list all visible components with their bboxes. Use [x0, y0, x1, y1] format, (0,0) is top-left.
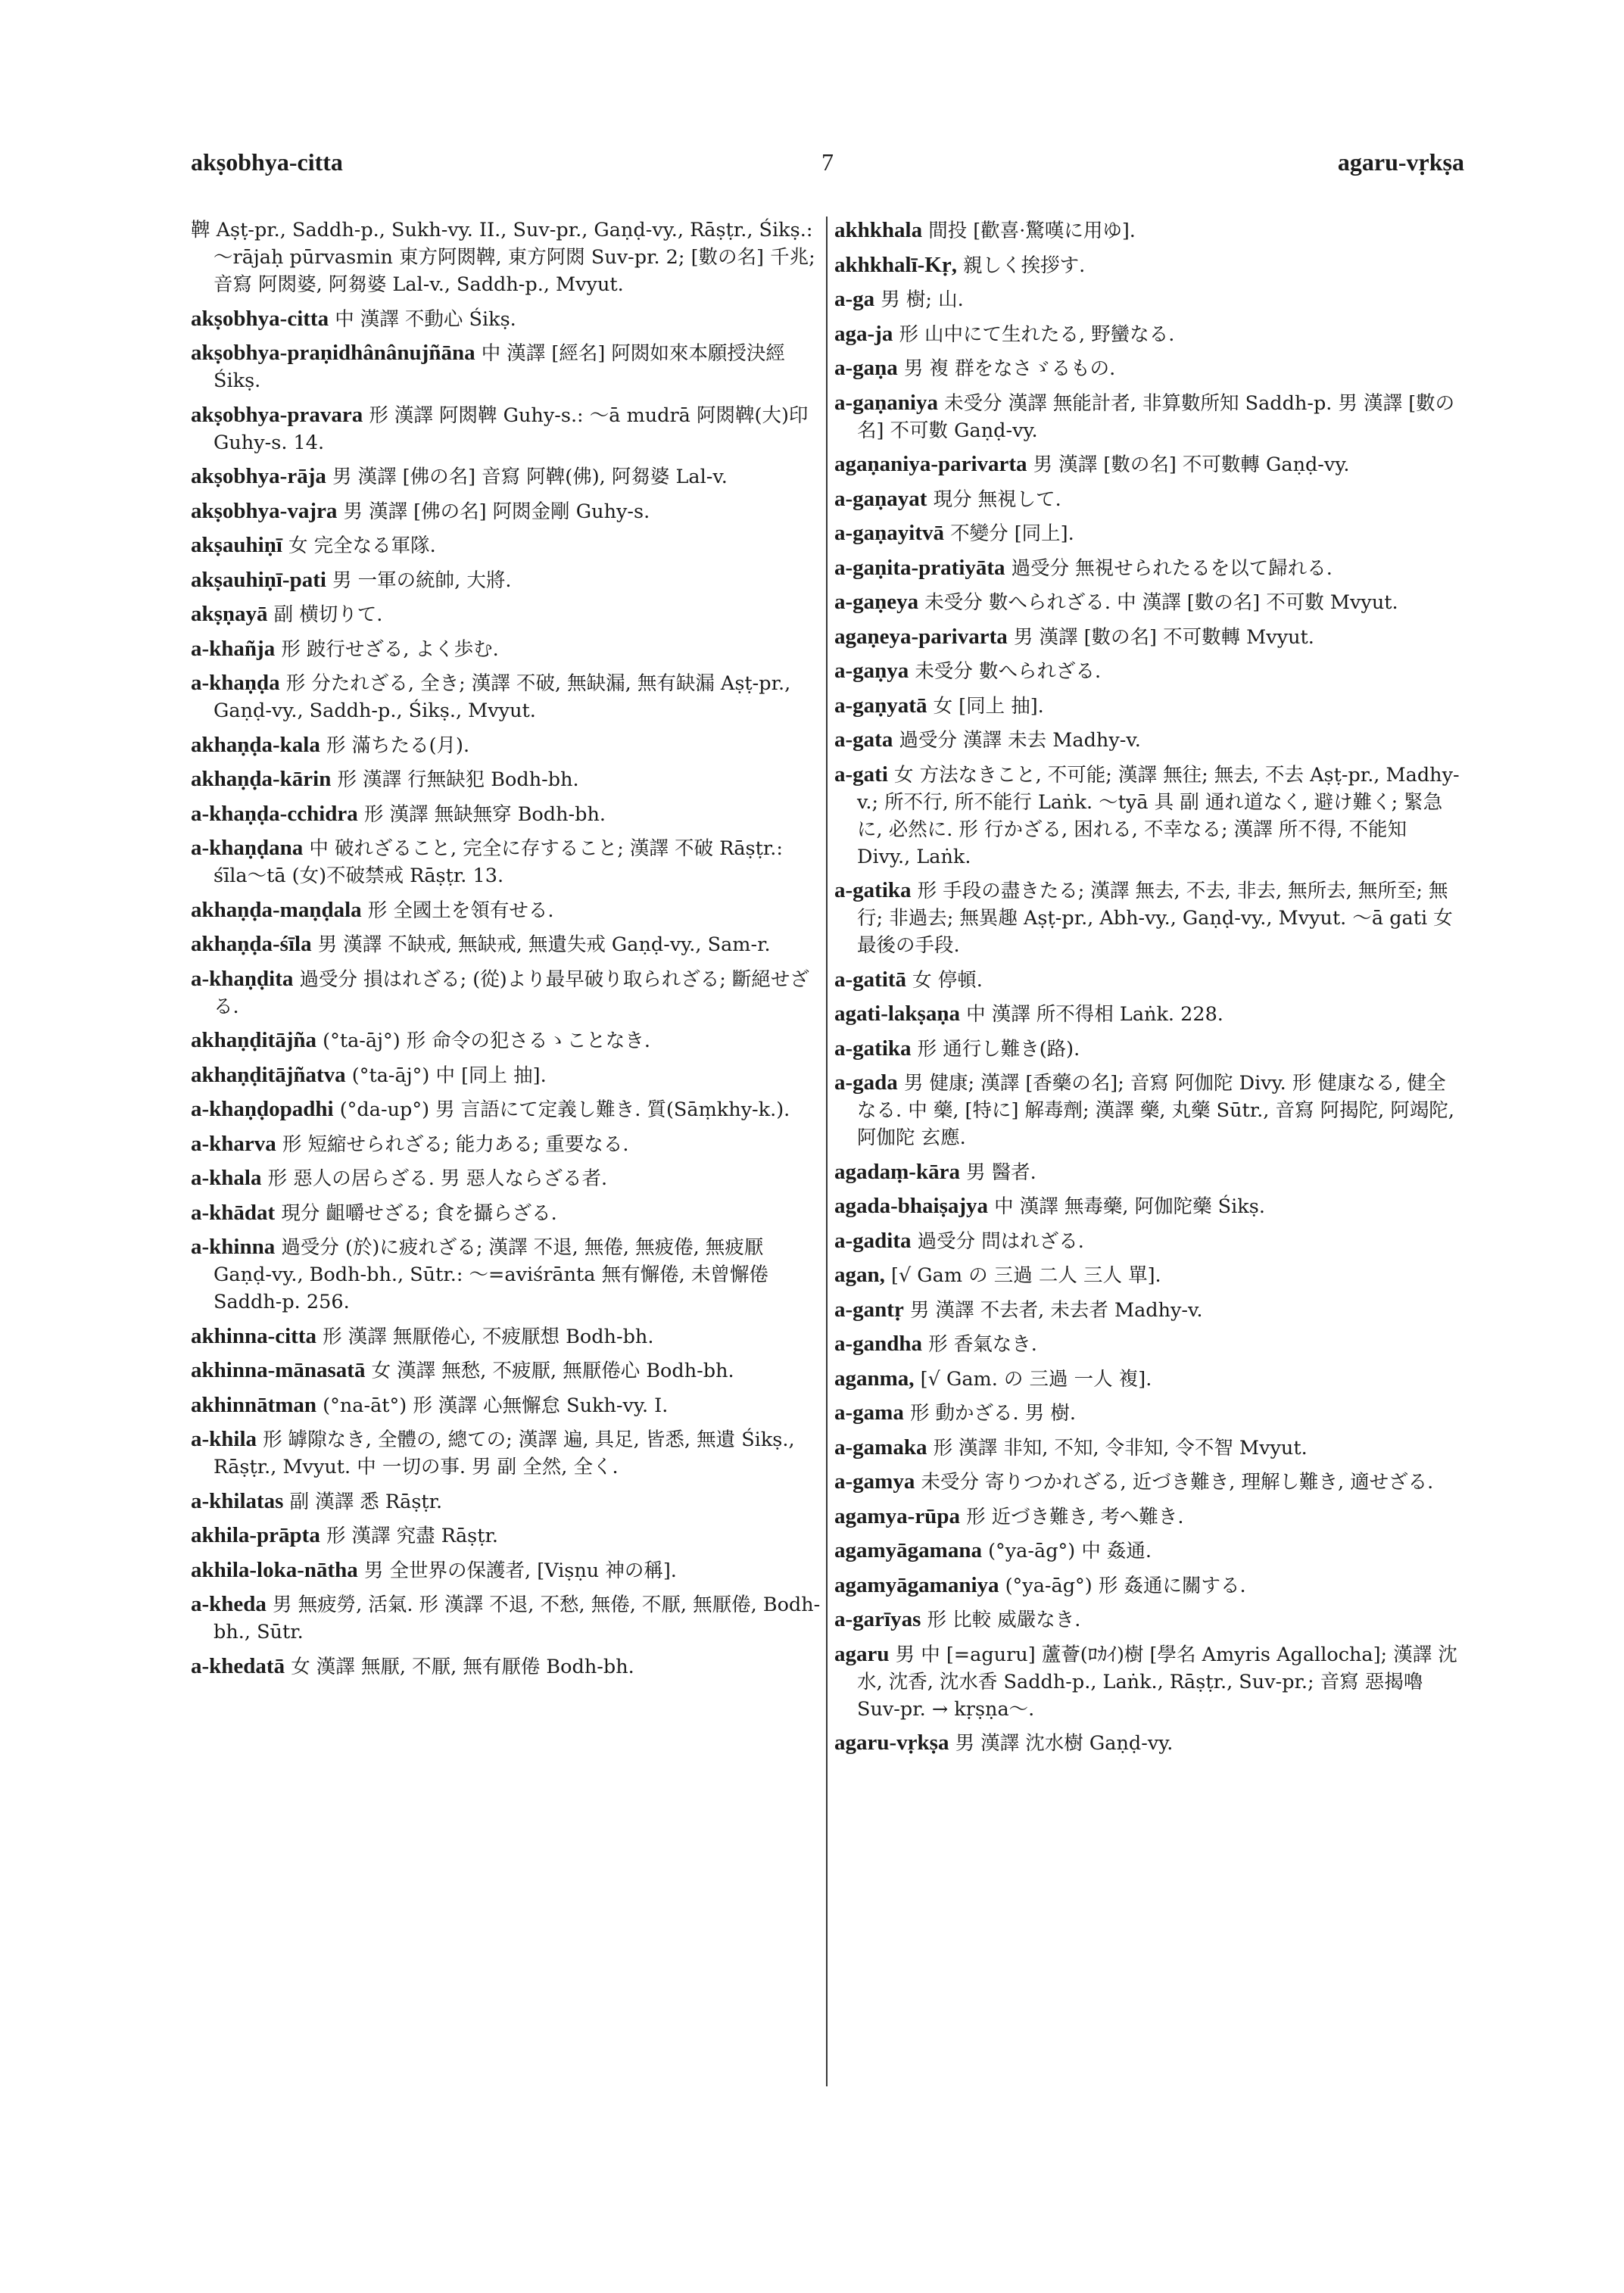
entry-definition: 形 通行し難き(路). — [917, 1037, 1080, 1061]
dictionary-entry — [834, 1158, 1464, 1186]
dictionary-entry — [191, 566, 821, 594]
entry-headword: a-gatitā — [834, 967, 907, 992]
entry-headword: akhkhala — [834, 218, 923, 242]
page-number: 7 — [821, 148, 834, 176]
entry-headword: akhinna-citta — [191, 1323, 316, 1348]
entry-definition: 形 全國土を領有せる. — [367, 899, 554, 922]
dictionary-entry — [191, 217, 821, 298]
dictionary-entry — [191, 1556, 821, 1584]
dictionary-entry — [191, 731, 821, 759]
entry-headword: a-gadita — [834, 1228, 912, 1253]
entry-definition: 未受分 寄りつかれざる, 近づき難き, 理解し難き, 適せざる. — [921, 1471, 1434, 1494]
dictionary-entry — [834, 1640, 1464, 1723]
entry-definition: 形 動かざる. 男 樹. — [909, 1402, 1076, 1425]
entry-definition: 形 罅隙なき, 全體の, 總ての; 漢譯 遍, 具足, 皆悉, 無遺 Śikṣ., Rāṣṭr., Mvyut. 中 一切の事. 男 副 全然, 全く. — [214, 1428, 795, 1478]
entry-headword: a-gandha — [834, 1332, 923, 1356]
dictionary-entry — [191, 1061, 821, 1089]
entry-definition: 過受分 損はれざる; (從)より最早破り取られざる; 斷絕せざる. — [214, 967, 809, 1018]
dictionary-entry — [191, 1590, 821, 1646]
dictionary-entry — [191, 1653, 821, 1681]
dictionary-entry — [191, 930, 821, 958]
entry-headword: a-kharva — [191, 1131, 276, 1156]
entry-definition: 男 健康; 漢譯 [香藥の名]; 音寫 阿伽陀 Divy. 形 健康なる, 健全なる. 中 藥, [特に] 解毒劑; 漢譯 藥, 丸藥 Sūtr., 音寫 阿揭陀, 阿竭陀, 阿伽陀 玄應. — [857, 1072, 1454, 1149]
entry-definition: 中 漢譯 所不得相 Laṅk. 228. — [966, 1003, 1223, 1026]
entry-headword: a-khinna — [191, 1235, 276, 1259]
entry-definition: 形 漢譯 無厭倦心, 不疲厭想 Bodh-bh. — [323, 1325, 654, 1348]
dictionary-entry — [191, 800, 821, 828]
dictionary-entry — [834, 1365, 1464, 1393]
entry-definition: 鞞 Aṣṭ-pr., Saddh-p., Sukh-vy. II., Suv-pr., Gaṇḍ-vy., Rāṣṭr., Śikṣ.: 〜rājaḥ pūrvasmin 東方阿閦鞞, 東方阿閦 Suv-pr. 2; [數の名] 千兆; 音寫 阿閦婆, 阿芻婆 Lal-v., Saddh-p., Mvyut. — [191, 219, 815, 296]
entry-definition: 形 漢譯 阿閦鞞 Guhy-s.: 〜ā mudrā 阿閦鞞(大)印 Guhy-s. 14. — [214, 403, 809, 454]
entry-definition: (°ta-āj°) 形 命令の犯さるゝことなき. — [323, 1030, 651, 1052]
dictionary-entry — [191, 1323, 821, 1351]
entry-headword: a-gatika — [834, 878, 912, 902]
entry-definition: [√ Gam. の 三過 一人 複]. — [920, 1367, 1152, 1391]
dictionary-entry — [834, 450, 1464, 478]
column-divider — [826, 217, 828, 2086]
dictionary-entry — [834, 588, 1464, 616]
entry-definition: 現分 無視して. — [933, 488, 1061, 511]
entry-definition: 中 漢譯 不動心 Śikṣ. — [335, 307, 516, 331]
entry-definition: 形 跛行せざる, よく歩む. — [281, 637, 499, 661]
entry-definition: 形 分たれざる, 全き; 漢譯 不破, 無缺漏, 無有缺漏 Aṣṭ-pr., Gaṇḍ-vy., Saddh-p., Śikṣ., Mvyut. — [214, 672, 791, 722]
entry-headword: agaru-vṛkṣa — [834, 1731, 949, 1755]
entry-definition: 女 完全なる軍隊. — [288, 534, 436, 557]
dictionary-entry — [191, 1522, 821, 1550]
entry-headword: a-gaṇeya — [834, 590, 919, 614]
entry-headword: a-gamaka — [834, 1435, 927, 1460]
dictionary-entry — [834, 1261, 1464, 1289]
dictionary-entry — [834, 1192, 1464, 1220]
entry-definition: 形 惡人の居らざる. 男 惡人ならざる者. — [267, 1167, 608, 1190]
entry-definition: 男 漢譯 [佛の名] 阿閦金剛 Guhy-s. — [343, 500, 650, 523]
entry-definition: 男 漢譯 不去者, 未去者 Madhy-v. — [909, 1298, 1203, 1322]
entry-definition: 不變分 [同上]. — [950, 522, 1074, 545]
entry-headword: a-khaṇḍita — [191, 966, 294, 991]
entry-definition: 形 漢譯 無缺無穿 Bodh-bh. — [363, 802, 606, 826]
dictionary-entry — [191, 463, 821, 491]
entry-definition: 形 漢譯 行無缺犯 Bodh-bh. — [337, 768, 579, 791]
entry-headword: aganma, — [834, 1366, 915, 1391]
dictionary-entry — [834, 354, 1464, 382]
entry-headword: a-khala — [191, 1166, 262, 1190]
dictionary-entry — [834, 623, 1464, 651]
entry-definition: 中 漢譯 無毒藥, 阿伽陀藥 Śikṣ. — [994, 1195, 1265, 1218]
entry-definition: 現分 齟嚼せざる; 食を攝らざる. — [281, 1201, 557, 1225]
dictionary-entry — [191, 635, 821, 663]
entry-definition: 形 滿ちたる(月). — [326, 734, 470, 757]
dictionary-entry — [834, 1503, 1464, 1531]
entry-headword: a-khaṇḍa-cchidra — [191, 801, 358, 826]
dictionary-entry — [834, 761, 1464, 871]
dictionary-entry — [834, 389, 1464, 444]
entry-headword: agan, — [834, 1263, 885, 1287]
dictionary-entry — [834, 251, 1464, 279]
dictionary-entry — [191, 401, 821, 456]
dictionary-entry — [834, 485, 1464, 513]
entry-headword: agaṇeya-parivarta — [834, 624, 1008, 649]
entry-definition: 形 比較 威嚴なき. — [927, 1609, 1081, 1631]
entry-definition: 過受分 漢譯 未去 Madhy-v. — [899, 729, 1141, 752]
dictionary-entry — [834, 726, 1464, 754]
entry-definition: 男 複 群をなさゞるもの. — [903, 357, 1116, 380]
entry-definition: 男 樹; 山. — [881, 288, 964, 311]
entry-definition: (°ta-āj°) 中 [同上 抽]. — [351, 1064, 547, 1087]
entry-headword: a-kheda — [191, 1592, 267, 1616]
dictionary-entry — [834, 692, 1464, 720]
entry-headword: a-khañja — [191, 636, 276, 661]
entry-definition: 男 漢譯 [佛の名] 音寫 阿鞞(佛), 阿芻婆 Lal-v. — [332, 466, 728, 488]
entry-definition: 男 漢譯 [數の名] 不可數轉 Gaṇḍ-vy. — [1033, 453, 1350, 476]
entry-definition: 男 醫者. — [966, 1161, 1036, 1184]
entry-definition: 女 漢譯 無厭, 不厭, 無有厭倦 Bodh-bh. — [291, 1655, 634, 1678]
dictionary-entry — [834, 1606, 1464, 1634]
dictionary-entry — [191, 896, 821, 924]
dictionary-entry — [191, 497, 821, 525]
entry-headword: a-gaṇaniya — [834, 390, 938, 415]
dictionary-entry — [834, 657, 1464, 685]
entry-definition: 形 手段の盡きたる; 漢譯 無去, 不去, 非去, 無所去, 無所至; 無行; 非過去; 無異趣 Aṣṭ-pr., Abh-vy., Gaṇḍ-vy., Mvyut. 〜ā gati 女 最後の手段. — [857, 880, 1453, 957]
entry-headword: a-gaṇa — [834, 356, 898, 380]
entry-definition: 男 一軍の統帥, 大將. — [332, 569, 512, 592]
entry-headword: agamya-rūpa — [834, 1503, 960, 1528]
entry-headword: akṣobhya-praṇidhânânujñāna — [191, 341, 475, 365]
entry-definition: 形 漢譯 非知, 不知, 令非知, 令不智 Mvyut. — [933, 1436, 1308, 1460]
entry-headword: a-gaṇita-pratiyāta — [834, 555, 1005, 580]
dictionary-entry — [834, 1572, 1464, 1600]
entry-headword: akṣauhiṇī-pati — [191, 567, 326, 592]
dictionary-entry — [834, 1468, 1464, 1496]
entry-headword: akṣobhya-rāja — [191, 464, 326, 488]
entry-headword: a-khaṇḍa — [191, 671, 280, 695]
dictionary-entry — [191, 339, 821, 394]
dictionary-entry — [834, 1399, 1464, 1427]
entry-definition: 親しく挨拶す. — [963, 254, 1086, 277]
dictionary-entry — [191, 965, 821, 1020]
entry-headword: agadaṃ-kāra — [834, 1159, 960, 1184]
entry-definition: 過受分 (於)に疲れざる; 漢譯 不退, 無倦, 無疲倦, 無疲厭 Gaṇḍ-vy., Bodh-bh., Sūtr.: 〜=aviśrānta 無有懈倦, 未曾懈倦 Saddh-p. 256. — [214, 1236, 768, 1313]
entry-definition: 男 漢譯 不缺戒, 無缺戒, 無遺失戒 Gaṇḍ-vy., Sam-r. — [317, 933, 771, 956]
entry-headword: a-gada — [834, 1070, 898, 1095]
entry-definition: 過受分 無視せられたるを以て歸れる. — [1011, 556, 1333, 580]
entry-headword: akṣṇayā — [191, 602, 268, 626]
dictionary-entry — [834, 1729, 1464, 1757]
entry-definition: 副 横切りて. — [273, 603, 383, 626]
entry-headword: a-gama — [834, 1400, 904, 1425]
dictionary-entry — [191, 1027, 821, 1055]
entry-definition: 形 短縮せられざる; 能力ある; 重要なる. — [282, 1132, 629, 1156]
entry-headword: agamyāgamaniya — [834, 1572, 999, 1597]
dictionary-entry — [834, 554, 1464, 582]
dictionary-entry — [191, 305, 821, 333]
entry-definition: 男 漢譯 沈水樹 Gaṇḍ-vy. — [955, 1732, 1174, 1755]
entry-headword: agati-lakṣaṇa — [834, 1002, 960, 1026]
entry-definition: 形 漢譯 究盡 Rāṣṭr. — [326, 1525, 498, 1547]
dictionary-entry — [834, 320, 1464, 348]
entry-definition: (°na-āt°) 形 漢譯 心無懈怠 Sukh-vy. I. — [323, 1394, 669, 1417]
entry-headword: a-khaṇḍana — [191, 836, 304, 860]
entry-headword: agaṇaniya-parivarta — [834, 452, 1027, 476]
entry-definition: 女 方法なきこと, 不可能; 漢譯 無往; 無去, 不去 Aṣṭ-pr., Madhy-v.; 所不行, 所不能行 Laṅk. 〜tyā 具 副 通れ道なく, 避け難く; 緊急に, 必然に. 形 行かざる, 困れる, 不幸なる; 漢譯 所不得, 不能知 Divy., Laṅk. — [857, 763, 1460, 868]
dictionary-entry — [191, 669, 821, 724]
right-guide-word: agaru-vṛkṣa — [1337, 148, 1464, 176]
entry-definition: 女 漢譯 無愁, 不疲厭, 無厭倦心 Bodh-bh. — [371, 1360, 734, 1382]
entry-definition: 中 破れざること, 完全に存すること; 漢譯 不破 Rāṣṭr.: śīla〜tā (女)不破禁戒 Rāṣṭr. 13. — [214, 837, 783, 887]
entry-headword: a-gaṇayat — [834, 486, 927, 511]
entry-definition: 男 中 [=aguru] 蘆薈(ﾛｶｲ)樹 [學名 Amyris Agallocha]; 漢譯 沈水, 沈香, 沈水香 Saddh-p., Laṅk., Rāṣṭr., Suv-pr.; 音寫 惡揭嚕 Suv-pr. → kṛṣṇa〜. — [857, 1643, 1457, 1721]
dictionary-entry — [834, 519, 1464, 547]
entry-definition: 形 山中にて生れたる, 野蠻なる. — [899, 322, 1175, 346]
entry-definition: 未受分 漢譯 無能計者, 非算數所知 Saddh-p. 男 漢譯 [數の名] 不可數 Gaṇḍ-vy. — [857, 391, 1455, 442]
entry-headword: agaru — [834, 1641, 890, 1666]
entry-headword: a-garīyas — [834, 1607, 921, 1631]
entry-definition: 過受分 問はれざる. — [917, 1229, 1084, 1253]
dictionary-entry — [191, 1164, 821, 1192]
entry-headword: akhinnātman — [191, 1392, 317, 1417]
entry-headword: akhaṇḍa-kala — [191, 732, 320, 757]
entry-headword: akhila-loka-nātha — [191, 1557, 358, 1582]
dictionary-entry — [191, 1488, 821, 1516]
left-column — [191, 217, 821, 1687]
dictionary-entry — [191, 765, 821, 793]
dictionary-entry — [191, 600, 821, 628]
entry-definition: 副 漢譯 悉 Rāṣṭr. — [289, 1490, 443, 1513]
entry-headword: a-gantṛ — [834, 1297, 904, 1322]
dictionary-entry — [191, 1391, 821, 1419]
entry-definition: (°ya-āg°) 中 姦通. — [988, 1540, 1152, 1562]
entry-definition: 未受分 數へられざる. — [915, 660, 1102, 683]
dictionary-entry — [191, 834, 821, 889]
dictionary-entry — [191, 531, 821, 559]
entry-headword: akhaṇḍitājñatva — [191, 1062, 346, 1087]
entry-headword: akṣauhiṇī — [191, 533, 282, 557]
entry-definition: 形 香氣なき. — [928, 1333, 1037, 1356]
dictionary-entry — [834, 966, 1464, 994]
dictionary-entry — [834, 1000, 1464, 1028]
entry-definition: 未受分 數へられざる. 中 漢譯 [數の名] 不可數 Mvyut. — [924, 591, 1398, 614]
entry-headword: a-gatika — [834, 1036, 912, 1061]
entry-headword: a-gata — [834, 727, 893, 752]
entry-definition: 形 近づき難き, 考へ難き. — [966, 1505, 1184, 1528]
dictionary-entry — [191, 1199, 821, 1227]
dictionary-entry — [834, 1227, 1464, 1255]
entry-headword: a-ga — [834, 287, 875, 311]
dictionary-entry — [834, 1537, 1464, 1565]
entry-headword: a-gaṇya — [834, 659, 909, 683]
entry-definition: 中 漢譯 [經名] 阿閦如來本願授決經 Śikṣ. — [214, 342, 785, 392]
entry-headword: a-khaṇḍopadhi — [191, 1097, 334, 1121]
dictionary-entry — [834, 1434, 1464, 1462]
entry-headword: akhaṇḍitājña — [191, 1028, 317, 1052]
dictionary-entry — [834, 217, 1464, 245]
dictionary-entry — [191, 1357, 821, 1385]
entry-definition: [√ Gam の 三過 二人 三人 單]. — [891, 1264, 1161, 1287]
entry-headword: akṣobhya-vajra — [191, 498, 338, 523]
left-guide-word: akṣobhya-citta — [191, 148, 343, 176]
entry-headword: a-khilatas — [191, 1488, 284, 1513]
entry-headword: akhaṇḍa-maṇḍala — [191, 897, 362, 922]
dictionary-entry — [834, 1069, 1464, 1151]
entry-headword: a-gaṇayitvā — [834, 521, 944, 545]
running-head — [191, 148, 1464, 186]
entry-headword: a-khila — [191, 1427, 257, 1451]
entry-definition: 女 停頓. — [912, 968, 983, 992]
dictionary-entry — [834, 1296, 1464, 1324]
entry-headword: a-khādat — [191, 1200, 276, 1225]
entry-headword: akhila-prāpta — [191, 1523, 320, 1547]
entry-headword: a-khedatā — [191, 1653, 285, 1678]
entry-headword: akhkhalī-Kṛ, — [834, 252, 957, 277]
entry-definition: 男 全世界の保護者, [Viṣṇu 神の稱]. — [363, 1559, 677, 1582]
entry-headword: akṣobhya-pravara — [191, 402, 363, 427]
entry-headword: agada-bhaiṣajya — [834, 1194, 989, 1218]
right-column — [834, 217, 1464, 1764]
entry-headword: a-gamya — [834, 1469, 915, 1494]
dictionary-entry — [834, 285, 1464, 313]
entry-headword: a-gaṇyatā — [834, 693, 927, 718]
dictionary-entry — [834, 1035, 1464, 1063]
dictionary-entry — [834, 1330, 1464, 1358]
entry-headword: a-gati — [834, 762, 888, 787]
entry-definition: 間投 [歡喜·驚嘆に用ゆ]. — [928, 220, 1136, 242]
entry-headword: akhaṇḍa-kārin — [191, 767, 332, 791]
dictionary-entry — [834, 877, 1464, 959]
entry-definition: 男 無疲勞, 活氣. 形 漢譯 不退, 不愁, 無倦, 不厭, 無厭倦, Bodh-bh., Sūtr. — [214, 1594, 821, 1643]
dictionary-entry — [191, 1233, 821, 1316]
dictionary-entry — [191, 1130, 821, 1158]
entry-definition: 女 [同上 抽]. — [933, 694, 1044, 718]
entry-headword: akṣobhya-citta — [191, 306, 329, 331]
entry-headword: agamyāgamana — [834, 1538, 982, 1562]
entry-definition: (°ya-āg°) 形 姦通に關する. — [1005, 1574, 1246, 1597]
entry-headword: akhaṇḍa-śīla — [191, 932, 312, 956]
entry-definition: 男 漢譯 [數の名] 不可數轉 Mvyut. — [1013, 625, 1314, 649]
entry-headword: akhinna-mānasatā — [191, 1358, 366, 1382]
entry-definition: (°da-up°) 男 言語にて定義し難き. 質(Sāṃkhy-k.). — [339, 1098, 790, 1121]
dictionary-entry — [191, 1095, 821, 1123]
entry-headword: aga-ja — [834, 321, 893, 346]
dictionary-entry — [191, 1425, 821, 1481]
